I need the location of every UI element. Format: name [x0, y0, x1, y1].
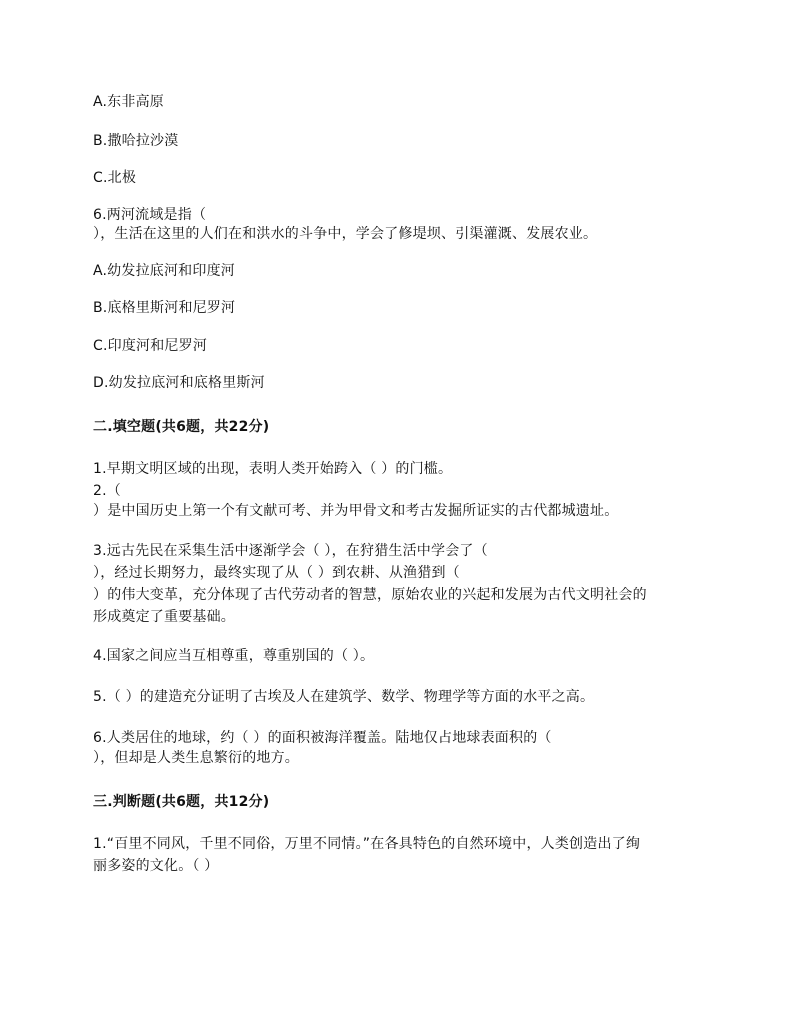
fill-question-1: 1.早期文明区域的出现，表明人类开始跨入（ ）的门槛。 — [93, 461, 453, 477]
question-6-option-d: D.幼发拉底河和底格里斯河 — [93, 375, 265, 391]
question-6-option-a: A.幼发拉底河和印度河 — [93, 263, 235, 279]
fill-question-5: 5.（ ）的建造充分证明了古埃及人在建筑学、数学、物理学等方面的水平之高。 — [93, 689, 595, 705]
fill-question-6-line2: ），但却是人类生息繁衍的地方。 — [93, 750, 299, 766]
fill-question-3-line2: ），经过长期努力，最终实现了从（ ）到农耕、从渔猎到（ — [93, 565, 460, 581]
fill-question-6-line1: 6.人类居住的地球，约（ ）的面积被海洋覆盖。陆地仅占地球表面积的（ — [93, 730, 552, 746]
fill-question-3-line1: 3.远古先民在采集生活中逐渐学会（ ），在狩猎生活中学会了（ — [93, 543, 488, 559]
question-6-option-b: B.底格里斯河和尼罗河 — [93, 300, 236, 316]
question-6-stem-line1: 6.两河流域是指（ — [93, 207, 207, 223]
judge-question-1-line1: 1.“百里不同风，千里不同俗，万里不同情。”在各具特色的自然环境中，人类创造出了绚 — [93, 836, 641, 852]
judge-question-1-line2: 丽多姿的文化。（ ） — [93, 858, 219, 874]
question-6-stem-line2: ），生活在这里的人们在和洪水的斗争中，学会了修堤坝、引渠灌溉、发展农业。 — [93, 226, 598, 242]
option-c: C.北极 — [93, 170, 137, 186]
section-2-heading: 二.填空题(共6题，共22分) — [93, 419, 270, 435]
question-6-option-c: C.印度河和尼罗河 — [93, 338, 208, 354]
fill-question-3-line4: 形成奠定了重要基础。 — [93, 609, 235, 625]
fill-question-2-line2: ）是中国历史上第一个有文献可考、并为甲骨文和考古发掘所证实的古代都城遗址。 — [93, 503, 619, 519]
option-b: B.撒哈拉沙漠 — [93, 133, 179, 149]
fill-question-4: 4.国家之间应当互相尊重，尊重别国的（ ）。 — [93, 648, 375, 664]
fill-question-2-line1: 2.（ — [93, 483, 121, 499]
option-a: A.东非高原 — [93, 94, 164, 110]
section-3-heading: 三.判断题(共6题，共12分) — [93, 794, 270, 810]
fill-question-3-line3: ）的伟大变革，充分体现了古代劳动者的智慧，原始农业的兴起和发展为古代文明社会的 — [93, 587, 647, 603]
